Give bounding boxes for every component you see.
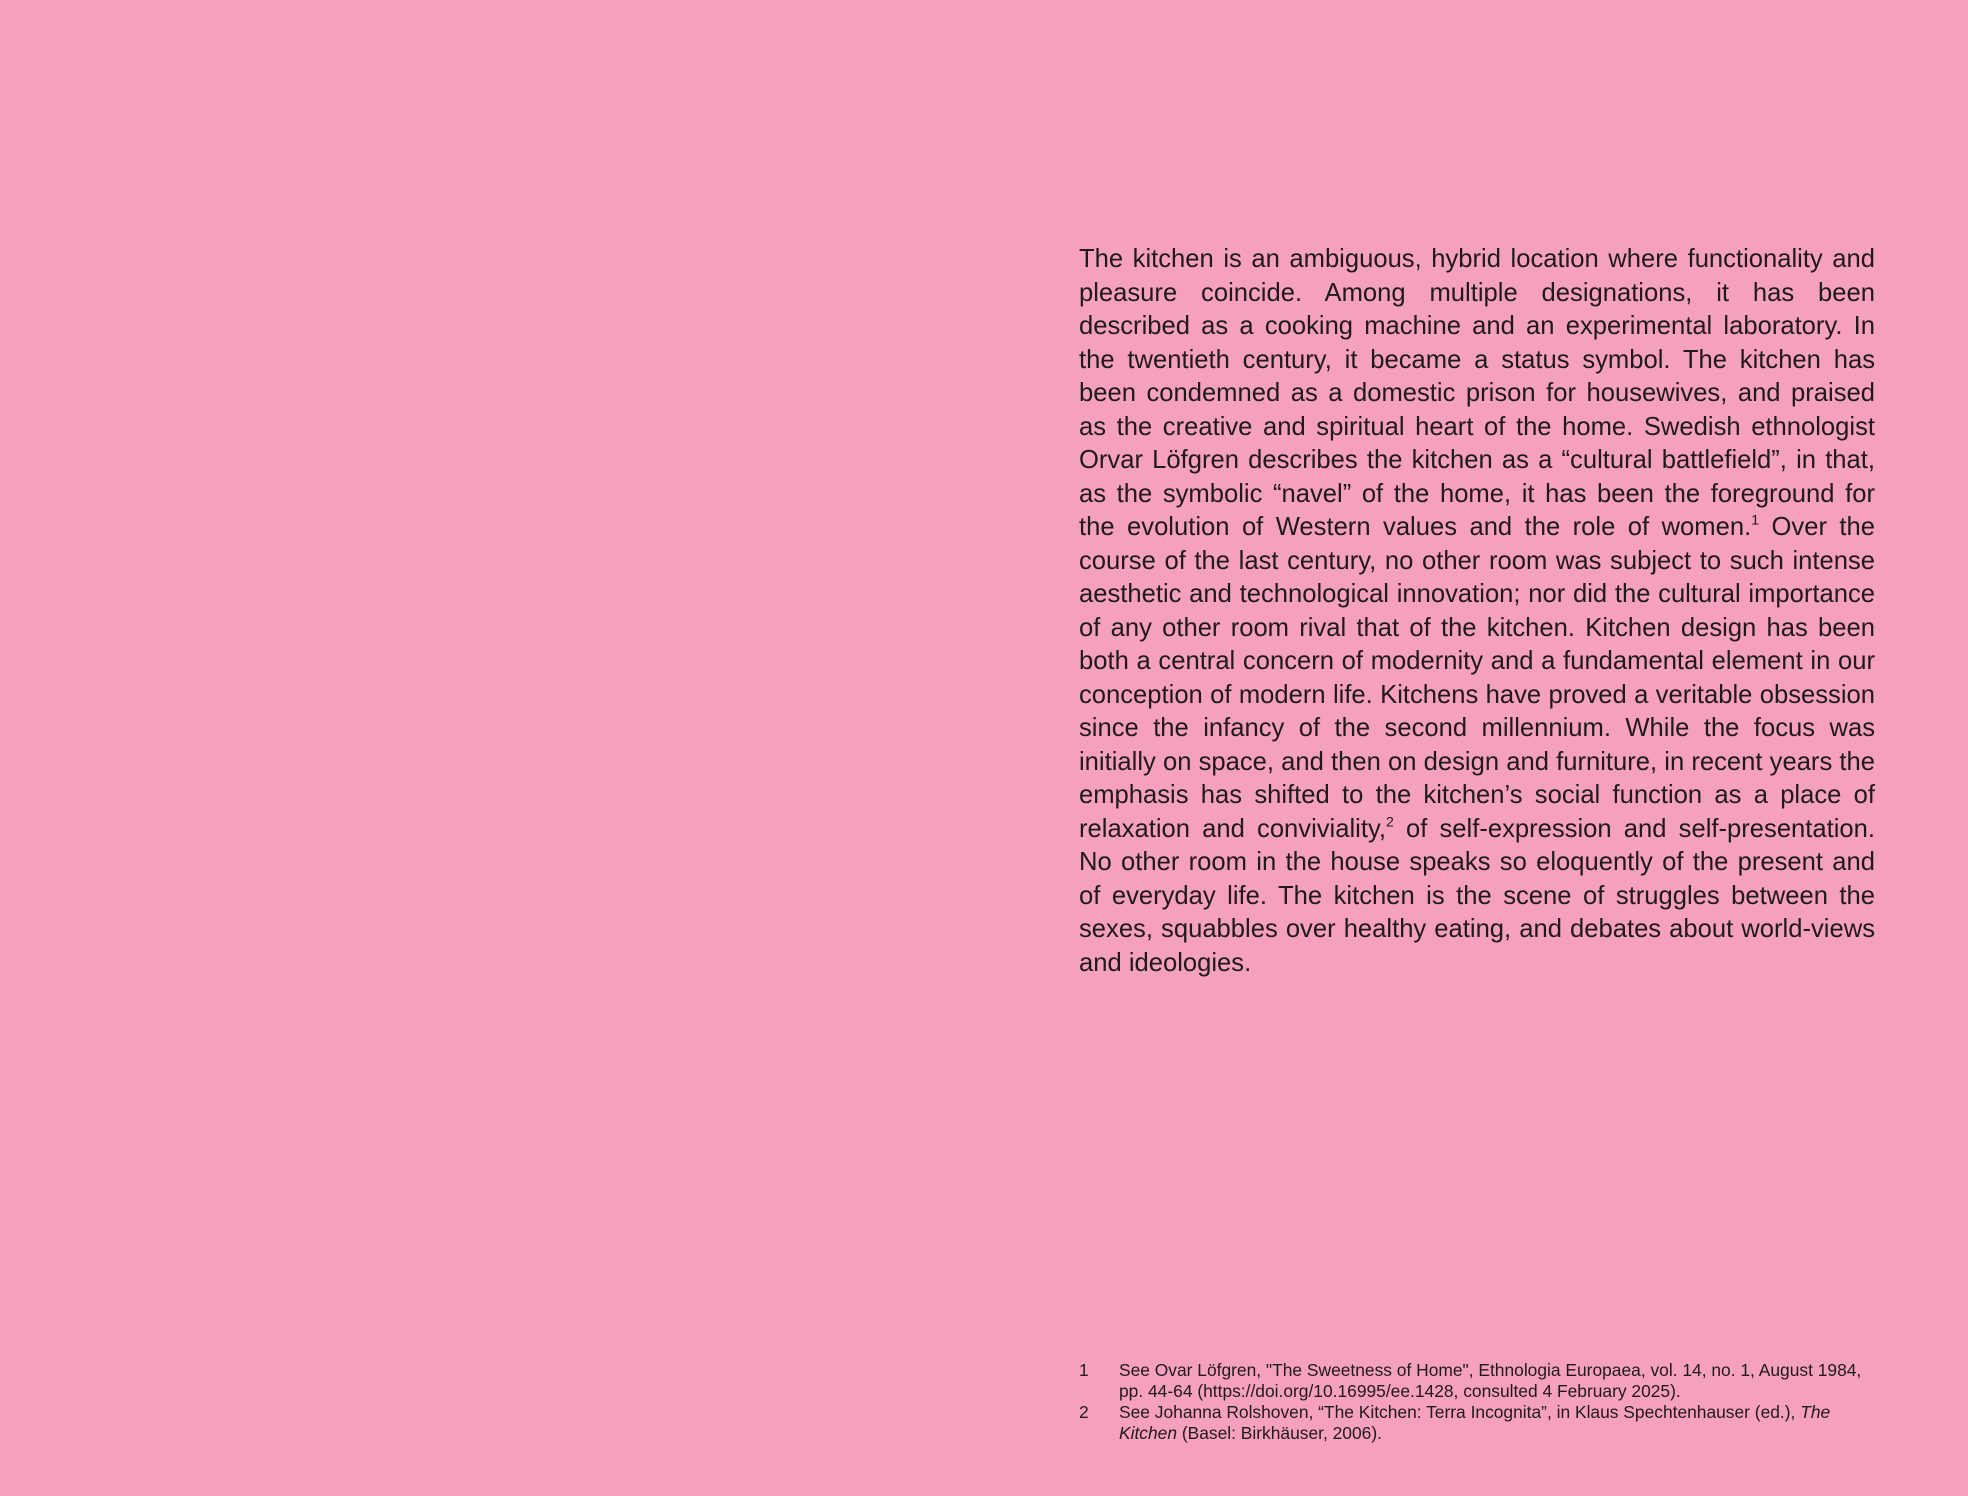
footnotes-list <box>1079 1360 1875 1444</box>
book-title: The Kitchen <box>1119 1402 1831 1443</box>
footnote-text <box>1119 1402 1875 1444</box>
footnote-reference-1[interactable]: 1 <box>1751 511 1760 528</box>
body-paragraph <box>1079 243 1875 980</box>
footnote-number: 1 <box>1079 1360 1089 1380</box>
body-text-part-1: The kitchen is an ambiguous, hybrid location where functionality and pleasure coincide. Among multiple designations, it has been described as a cooking machine and an experimental laboratory. In the twentieth century, it became a status symbol. The kitchen has been condemned as a domestic prison for housewives, and praised as the creative and spiritual heart of the home. Swedish ethnologist Orvar Löfgren describes the kitchen as a “cultural battlefield”, in that, as the symbolic “navel” of the home, it has been the foreground for the evolution of Western values and the role of women. <box>1079 245 1875 541</box>
footnote-reference-2[interactable]: 2 <box>1385 812 1394 829</box>
footnote-1 <box>1079 1360 1875 1402</box>
footnote-text: See Ovar Löfgren, "The Sweetness of Home", Ethnologia Europaea, vol. 14, no. 1, August 1984, pp. 44-64 (https://doi.org/10.16995/ee.1428, consulted 4 February 2025). <box>1119 1360 1862 1401</box>
footnote-2 <box>1079 1402 1875 1444</box>
footnote-text-before: See Johanna Rolshoven, “The Kitchen: Terra Incognita”, in Klaus Spechtenhauser (ed.), <box>1119 1402 1801 1422</box>
body-text-part-2: Over the course of the last century, no other room was subject to such intense aesthetic and technological innovation; nor did the cultural importance of any other room rival that of the kitchen. Kitchen design has been both a central concern of modernity and a fundamental element in our conception of modern life. Kitchens have proved a veritable obsession since the infancy of the second millennium. While the focus was initially on space, and then on design and furniture, in recent years the emphasis has shifted to the kitchen’s social function as a place of relaxation and conviviality, <box>1079 513 1875 843</box>
body-text-part-3: of self-expression and self-presentation. No other room in the house speaks so eloquently of the present and of everyday life. The kitchen is the scene of struggles between the sexes, squabbles over healthy eating, and debates about world-views and ideologies. <box>1079 814 1876 977</box>
footnote-number: 2 <box>1079 1402 1089 1422</box>
footnote-text-after: (Basel: Birkhäuser, 2006). <box>1177 1423 1382 1443</box>
right-page <box>984 0 1968 1496</box>
